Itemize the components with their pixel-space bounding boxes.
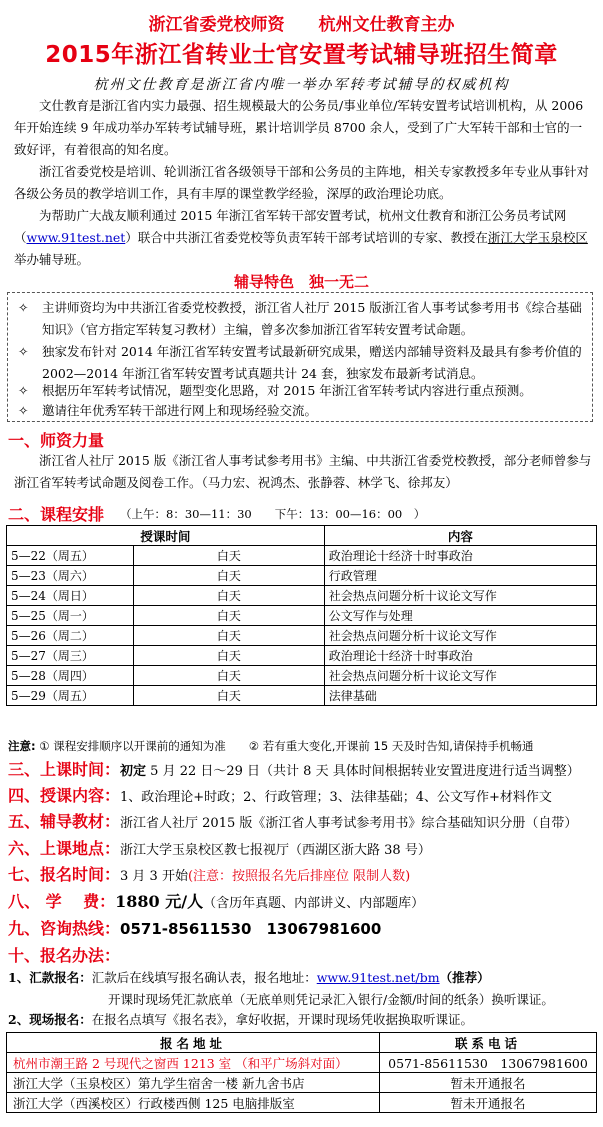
features-title: 辅导特色 独一无二 bbox=[233, 273, 369, 291]
schedule-table bbox=[6, 525, 597, 706]
schedule-date: 5—29（周五） bbox=[7, 686, 134, 706]
location-row: 六、上课地点：浙江大学玉泉校区教七报视厅（西湖区浙大路 38 号） bbox=[8, 839, 431, 858]
signup-address: 杭州市潮王路 2 号现代之窗西 1213 室 （和平广场斜对面） bbox=[7, 1053, 380, 1073]
schedule-date: 5—22（周五） bbox=[7, 546, 134, 566]
onsite-signup-row: 2、现场报名：在报名点填写《报名表》，拿好收据，开课时现场凭收据换取听课证。 bbox=[8, 1012, 473, 1027]
schedule-period: 白天 bbox=[134, 606, 325, 626]
schedule-row bbox=[7, 686, 597, 706]
intro-paragraph-3 bbox=[14, 205, 592, 271]
feature-item: ✧ 根据历年军转考试情况，题型变化思路，对 2015 年浙江省军转考试内容进行重点预测。 bbox=[18, 380, 588, 402]
schedule-date: 5—27（周三） bbox=[7, 646, 134, 666]
col-header-content: 内容 bbox=[324, 526, 596, 546]
schedule-content: 法律基础 bbox=[324, 686, 596, 706]
schedule-period: 白天 bbox=[134, 686, 325, 706]
feature-item: ✧ 独家发布针对 2014 年浙江省军转安置考试最新研究成果，赠送内部辅导资料及最具有参考价值的 2002—2014 年浙江省军转安置考试真题共计 24 套，独家发布最新考试消息。 bbox=[18, 341, 588, 385]
schedule-period: 白天 bbox=[134, 546, 325, 566]
venue-link[interactable]: 浙江大学玉泉校区 bbox=[487, 230, 588, 245]
intro-p3-text-c: 举办辅导班。 bbox=[14, 252, 90, 267]
schedule-period: 白天 bbox=[134, 666, 325, 686]
remit-signup-line2: 开课时现场凭汇款底单（无底单则凭记录汇入银行/金额/时间的纸条）换听课证。 bbox=[108, 992, 554, 1007]
schedule-date: 5—26（周二） bbox=[7, 626, 134, 646]
schedule-content: 政治理论十经济十时事政治 bbox=[324, 646, 596, 666]
diamond-star-icon: ✧ bbox=[18, 344, 29, 359]
address-row bbox=[7, 1073, 597, 1093]
tuition-price: 1880 元/人 bbox=[115, 892, 204, 911]
signup-methods-heading: 十、报名办法： bbox=[8, 946, 121, 965]
signup-phone: 0571-85611530 13067981600 bbox=[380, 1053, 597, 1073]
col-header-time: 授课时间 bbox=[7, 526, 325, 546]
feature-item: ✧ 主讲师资均为中共浙江省委党校教授，浙江省人社厅 2015 版浙江省人事考试参考用书《综合基础知识》（官方指定军转复习教材）主编，曾多次参加浙江省军转安置考试命题。 bbox=[18, 297, 588, 341]
signup-address: 浙江大学（西溪校区）行政楼西侧 125 电脑排版室 bbox=[7, 1093, 380, 1113]
class-time-row: 三、上课时间：初定 5 月 22 日～29 日（共计 8 天 具体时间根据转业安置进度进行适当调整） bbox=[8, 760, 580, 779]
col-header-address: 报名地址 bbox=[7, 1033, 380, 1053]
content-row: 四、授课内容：1、政治理论+时政；2、行政管理；3、法律基础；4、公文写作+材料作文 bbox=[8, 786, 552, 805]
note-label: 注意: bbox=[8, 739, 36, 753]
signup-link[interactable]: www.91test.net/bm bbox=[316, 970, 440, 985]
schedule-hours: （上午：8：30—11：30 下午：13：00—16：00 ） bbox=[120, 507, 426, 521]
faculty-heading: 一、师资力量 bbox=[8, 431, 105, 450]
signup-address: 浙江大学（玉泉校区）第九学生宿舍一楼 新九舍书店 bbox=[7, 1073, 380, 1093]
sponsor-line: 浙江省委党校师资 杭州文仕教育主办 bbox=[148, 15, 455, 35]
schedule-note: 注意: ① 课程安排顺序以开课前的通知为准 ② 若有重大变化,开课前 15 天及时告知,请保持手机畅通 bbox=[8, 739, 534, 753]
address-row bbox=[7, 1053, 597, 1073]
website-link[interactable]: www.91test.net bbox=[26, 230, 126, 245]
address-table bbox=[6, 1032, 597, 1113]
schedule-content: 行政管理 bbox=[324, 566, 596, 586]
intro-paragraph-2: 浙江省委党校是培训、轮训浙江省各级领导干部和公务员的主阵地，相关专家教授多年专业从事针对各级公务员的教学培训工作，具有丰厚的课堂教学经验，深厚的政治理论功底。 bbox=[14, 164, 590, 201]
remit-signup-row: 1、汇款报名：汇款后在线填写报名确认表，报名地址：www.91test.net/bm（推荐） bbox=[8, 970, 490, 985]
diamond-star-icon: ✧ bbox=[18, 383, 29, 398]
schedule-content: 政治理论十经济十时事政治 bbox=[324, 546, 596, 566]
schedule-row bbox=[7, 586, 597, 606]
schedule-period: 白天 bbox=[134, 646, 325, 666]
schedule-heading: 二、课程安排 bbox=[8, 505, 105, 524]
schedule-row bbox=[7, 646, 597, 666]
schedule-date: 5—24（周日） bbox=[7, 586, 134, 606]
schedule-content: 公文写作与处理 bbox=[324, 606, 596, 626]
faculty-text: 浙江省人社厅 2015 版《浙江省人事考试参考用书》主编、中共浙江省委党校教授，部分老师曾参与浙江省军转考试命题及阅卷工作。（马力宏、祝鸿杰、张静蓉、林学飞、徐邦友） bbox=[14, 453, 592, 490]
schedule-row bbox=[7, 566, 597, 586]
feature-item: ✧ 邀请往年优秀军转干部进行网上和现场经验交流。 bbox=[18, 400, 588, 422]
intro-paragraph-1: 文仕教育是浙江省内实力最强、招生规模最大的公务员/事业单位/军转安置考试培训机构，从 2006 年开始连续 9 年成功举办军转考试辅导班，累计培训学员 8700 余人，受到了广大军转干部和士官的一致好评，有着很高的知名度。 bbox=[14, 98, 584, 157]
col-header-phone: 联系电话 bbox=[380, 1033, 597, 1053]
diamond-star-icon: ✧ bbox=[18, 403, 29, 418]
tagline: 杭州文仕教育是浙江省内唯一举办军转考试辅导的权威机构 bbox=[93, 77, 510, 93]
schedule-date: 5—23（周六） bbox=[7, 566, 134, 586]
schedule-date: 5—28（周四） bbox=[7, 666, 134, 686]
signup-time-note: (注意：按照报名先后排座位 限制人数) bbox=[187, 869, 411, 884]
schedule-row bbox=[7, 626, 597, 646]
hotline-numbers: 0571-85611530 13067981600 bbox=[120, 920, 382, 938]
textbook-row: 五、辅导教材：浙江省人社厅 2015 版《浙江省人事考试参考用书》综合基础知识分册（自带） bbox=[8, 812, 578, 831]
schedule-period: 白天 bbox=[134, 626, 325, 646]
address-row bbox=[7, 1093, 597, 1113]
features-box bbox=[7, 292, 593, 422]
tuition-row: 八、 学 费：1880 元/人（含历年真题、内部讲义、内部题库） bbox=[8, 892, 425, 911]
page-title: 2015年浙江省转业士官安置考试辅导班招生简章 bbox=[45, 42, 558, 68]
signup-phone: 暂未开通报名 bbox=[380, 1093, 597, 1113]
signup-phone: 暂未开通报名 bbox=[380, 1073, 597, 1093]
schedule-period: 白天 bbox=[134, 586, 325, 606]
schedule-content: 社会热点问题分析十议论文写作 bbox=[324, 626, 596, 646]
intro-p3-text-a: 为帮助广大战友顺利通过 2015 年浙江省军转干部安置考试，杭州文仕教育和浙江公务员考试网（ bbox=[14, 208, 567, 245]
schedule-content: 社会热点问题分析十议论文写作 bbox=[324, 666, 596, 686]
diamond-star-icon: ✧ bbox=[18, 300, 29, 315]
signup-time-row: 七、报名时间：3 月 3 开始(注意：按照报名先后排座位 限制人数) bbox=[8, 865, 411, 884]
schedule-row bbox=[7, 606, 597, 626]
schedule-row bbox=[7, 666, 597, 686]
intro-p3-text-b: ）联合中共浙江省委党校等负责军转干部考试培训的专家、教授在 bbox=[125, 230, 488, 245]
schedule-period: 白天 bbox=[134, 566, 325, 586]
schedule-date: 5—25（周一） bbox=[7, 606, 134, 626]
hotline-row: 九、咨询热线：0571-85611530 13067981600 bbox=[8, 919, 382, 938]
schedule-content: 社会热点问题分析十议论文写作 bbox=[324, 586, 596, 606]
schedule-row bbox=[7, 546, 597, 566]
